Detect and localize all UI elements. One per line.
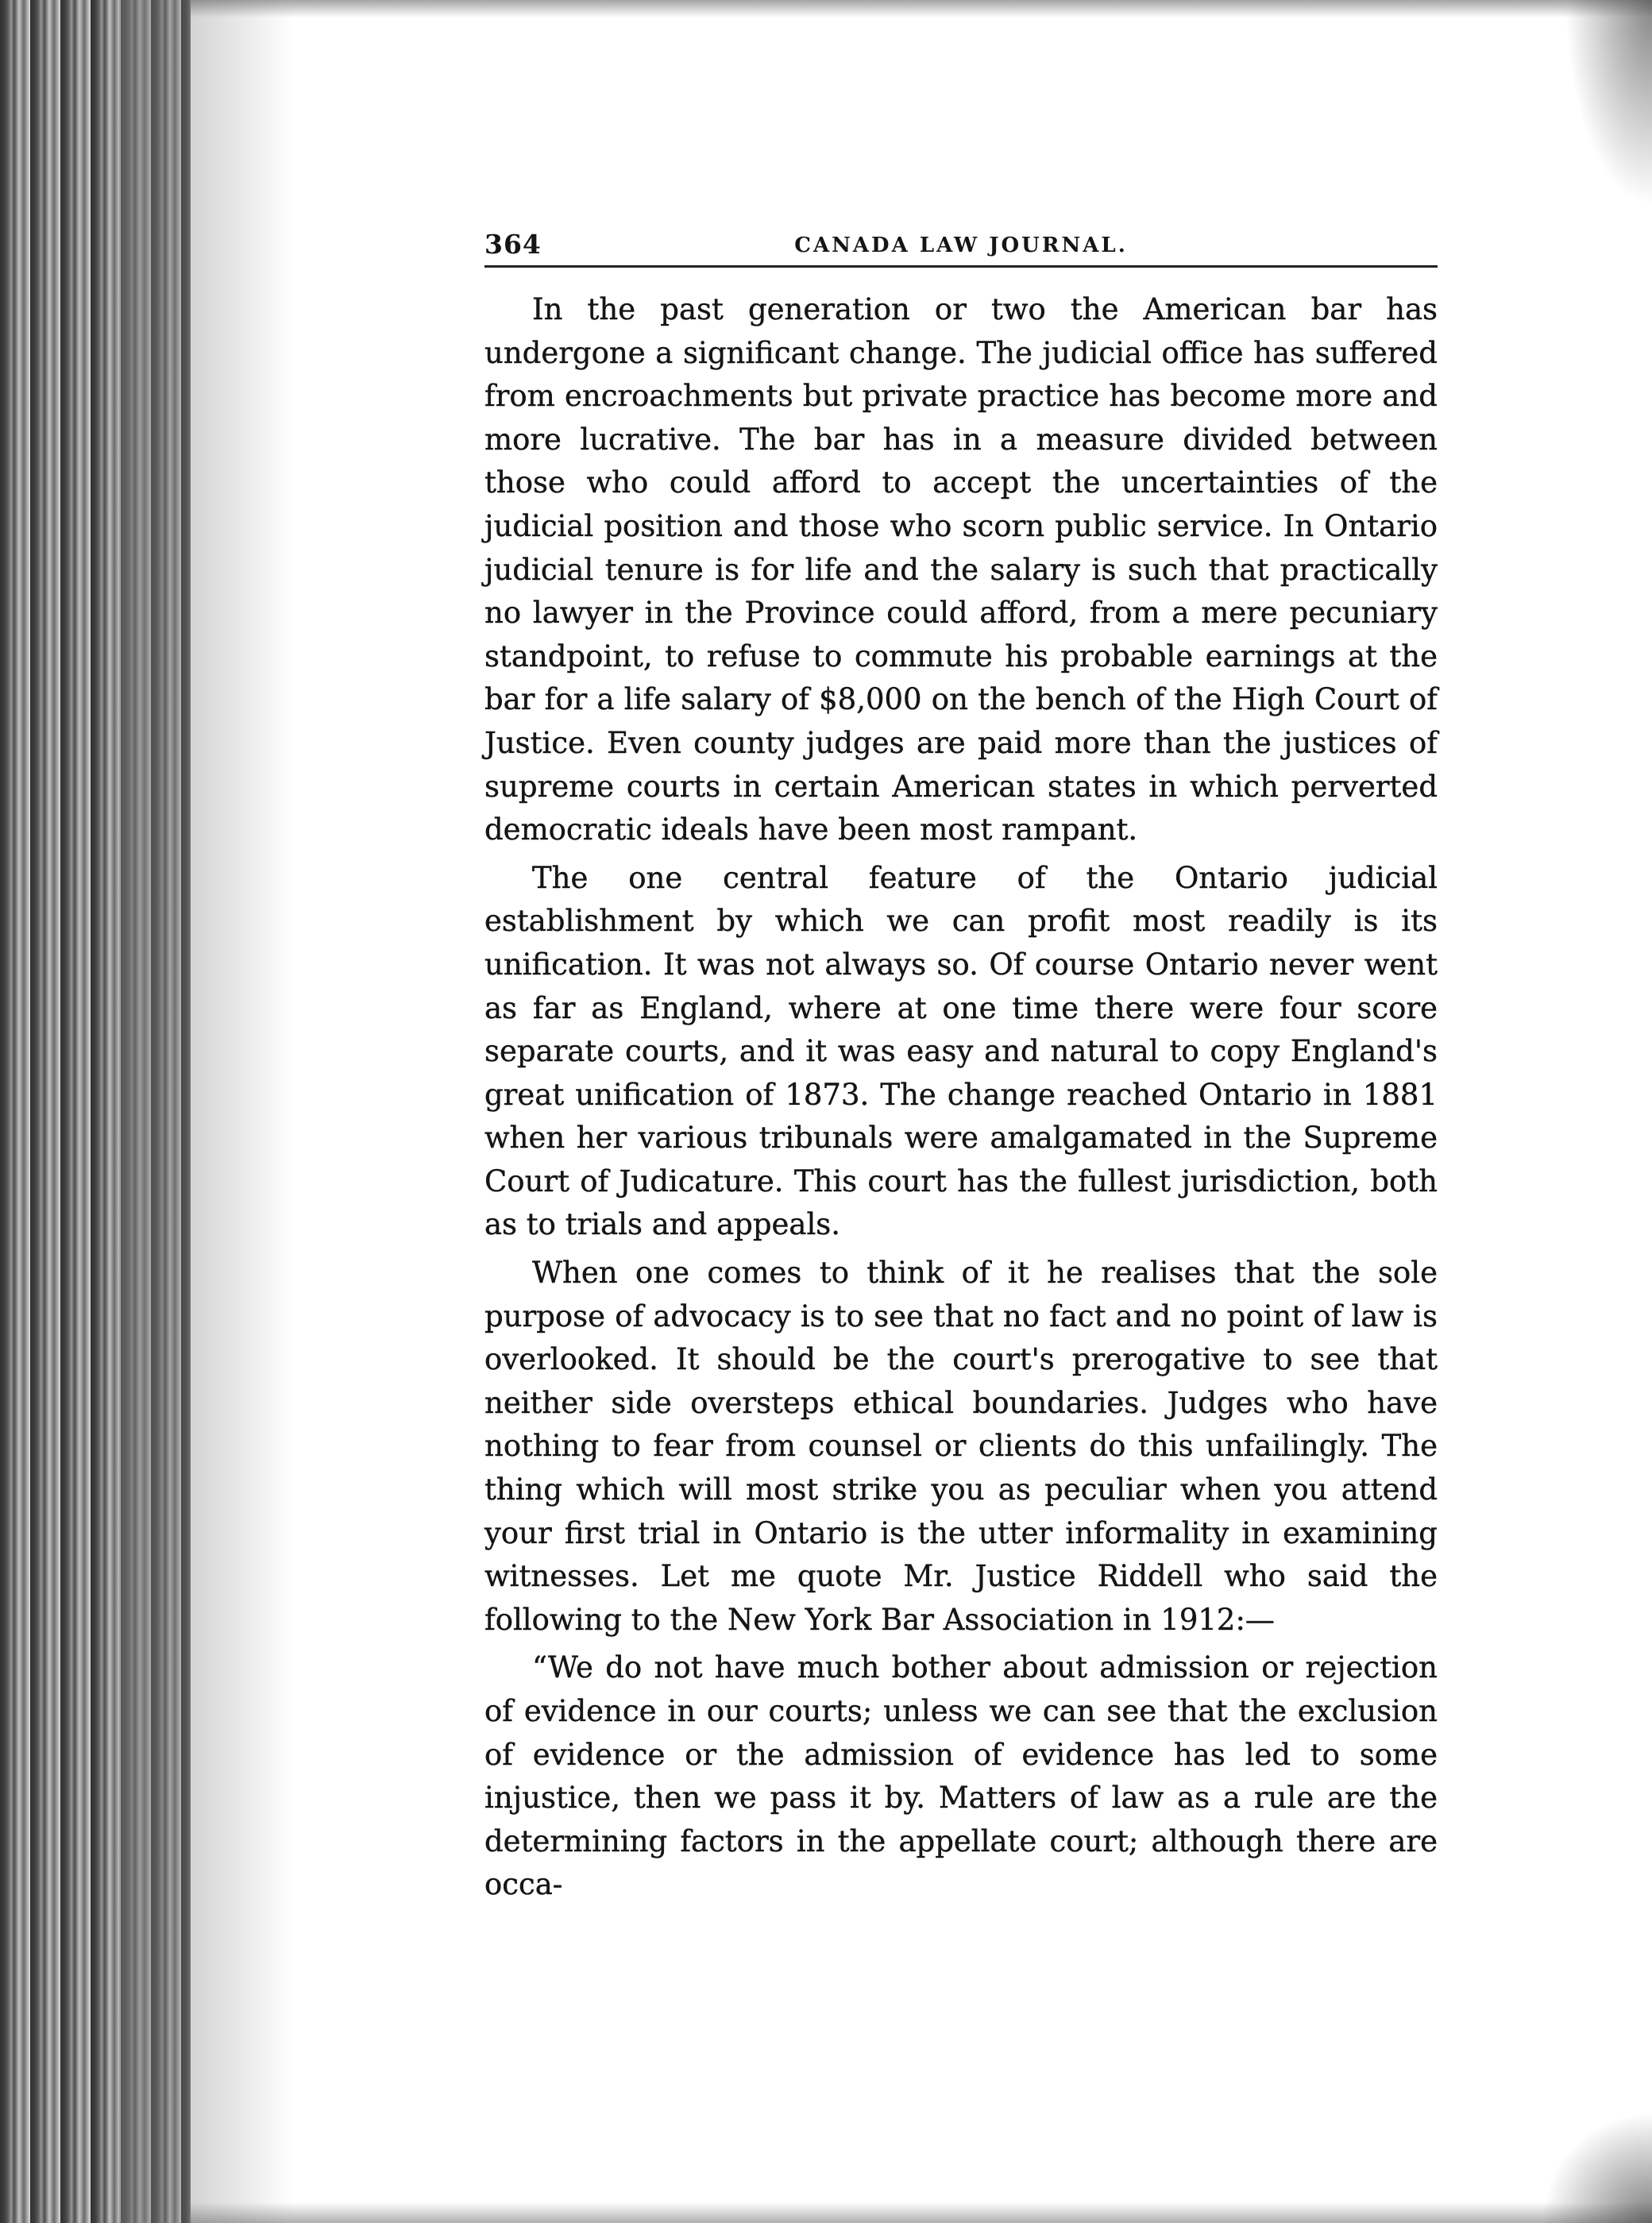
top-right-corner-shadow	[1565, 0, 1652, 206]
gutter-fade	[119, 0, 294, 2223]
top-page-edge	[191, 0, 1652, 17]
paragraph-ontario-unification: The one central feature of the Ontario judicial establishment by which we can profit most readily is its unification. It was not always so. Of course Ontario never went as far as England, where at one time there were four score separate courts, and it was easy and natural to copy England's great unification of 1873. The change reached Ontario in 1881 when her various tribunals were amalgamated in the Supreme Court of Judicature. This court has the fullest jurisdiction, both as to trials and appeals.	[484, 860, 1438, 1242]
journal-title: CANADA LAW JOURNAL.	[794, 233, 1128, 257]
running-head	[484, 222, 1438, 268]
journal-page	[484, 222, 1438, 1912]
bottom-page-edge	[191, 2202, 1652, 2223]
paragraph-riddell-quote: “We do not have much bother about admission or rejection of evidence in our courts; unless we can see that the exclusion of evidence or the admission of evidence has led to some injustice, then we pass it by. Matters of law as a rule are the determining factors in the appellate court; although there are occa-	[484, 1650, 1438, 1902]
paragraph-american-bar: In the past generation or two the American bar has undergone a significant change. The judicial office has suffered from encroachments but private practice has become more and more lucrative. The bar has in a measure divided between those who could afford to accept the uncertainties of the judicial position and those who scorn public service. In Ontario judicial tenure is for life and the salary is such that practically no lawyer in the Province could afford, from a mere pecuniary standpoint, to refuse to commute his probable earnings at the bar for a life salary of $8,000 on the bench of the High Court of Justice. Even county judges are paid more than the justices of supreme courts in certain American states in which perverted democratic ideals have been most rampant.	[484, 292, 1438, 847]
page-number: 364	[484, 229, 542, 260]
bottom-right-corner-shadow	[1541, 2112, 1652, 2223]
paragraph-advocacy: When one comes to think of it he realises that the sole purpose of advocacy is to see that no fact and no point of law is overlooked. It should be the court's prerogative to see that neither side oversteps ethical boundaries. Judges who have nothing to fear from counsel or clients do this unfailingly. The thing which will most strike you as peculiar when you attend your first trial in Ontario is the utter informality in examining witnesses. Let me quote Mr. Justice Riddell who said the following to the New York Bar Association in 1912:—	[484, 1256, 1438, 1637]
body-text	[484, 288, 1438, 1907]
